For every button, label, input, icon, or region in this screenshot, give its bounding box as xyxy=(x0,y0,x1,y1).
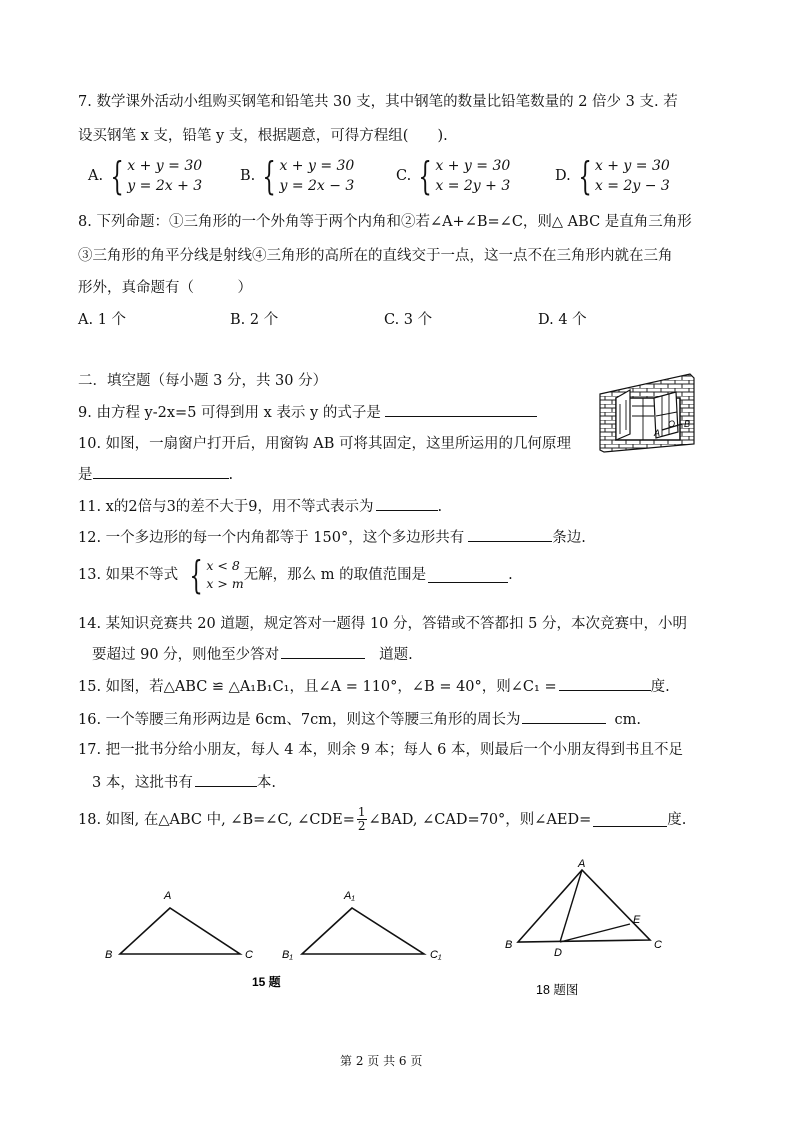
q18 xyxy=(78,806,686,833)
q14-line2 xyxy=(92,644,413,665)
q17-line2-end: 本. xyxy=(256,775,276,791)
q11-answer-blank[interactable] xyxy=(376,496,438,511)
q8-option-c[interactable]: C. 3 个 xyxy=(384,312,433,328)
equation: y = 2x − 3 xyxy=(279,178,355,194)
option-letter: A. xyxy=(88,168,104,184)
q9-text: 9. 由方程 y-2x=5 可得到用 x 表示 y 的式子是 xyxy=(78,405,381,421)
q8-line2: ③三角形的角平分线是射线④三角形的高所在的直线交于一点，这一点不在三角形内就在三角 xyxy=(78,248,673,264)
figure-18 xyxy=(496,858,686,1003)
vertex-a1-label: A₁ xyxy=(344,890,355,902)
q16-text: 16. 一个等腰三角形两边是 6cm、7cm，则这个等腰三角形的周长为 xyxy=(78,712,521,728)
q7-option-d[interactable]: D. { x + y = 30 x = 2y − 3 xyxy=(555,154,670,198)
q15 xyxy=(78,676,670,697)
vertex-b-label: B xyxy=(505,939,513,951)
q10-line1: 10. 如图，一扇窗户打开后，用窗钩 AB 可将其固定，这里所运用的几何原理 xyxy=(78,436,572,452)
section-heading: 二．填空题（每小题 3 分，共 30 分） xyxy=(78,373,328,389)
q18-text: 18. 如图, 在△ABC 中, ∠B=∠C, ∠CDE= xyxy=(78,811,355,828)
q14-line2-end: 道题. xyxy=(379,647,413,663)
point-b-label: B xyxy=(684,419,691,429)
q8-option-d[interactable]: D. 4 个 xyxy=(538,312,587,328)
figure-15-caption: 15 题 xyxy=(252,975,281,989)
q12-answer-blank[interactable] xyxy=(468,527,552,542)
point-d-label: D xyxy=(554,947,562,959)
q15-answer-blank[interactable] xyxy=(559,676,651,691)
vertex-a-label: A xyxy=(164,890,172,902)
fraction-half xyxy=(357,806,367,833)
q17-line2 xyxy=(92,772,276,793)
equation: x + y = 30 xyxy=(127,158,203,174)
q12-end: 条边. xyxy=(552,530,586,546)
inequality: x > m xyxy=(206,576,244,591)
q11 xyxy=(78,496,442,517)
equation: x + y = 30 xyxy=(279,158,355,174)
vertex-b1-label: B₁ xyxy=(282,949,293,961)
inequality: x < 8 xyxy=(206,558,240,573)
q7-option-a[interactable]: A. { x + y = 30 y = 2x + 3 xyxy=(88,154,203,198)
vertex-c1-label: C₁ xyxy=(430,949,442,961)
vertex-c-label: C xyxy=(654,939,662,951)
option-letter: D. xyxy=(555,168,571,184)
q18-text-2: ∠BAD, ∠CAD=70°，则∠AED= xyxy=(368,811,592,828)
triangle-abc xyxy=(518,870,650,942)
q13-end: . xyxy=(508,567,513,583)
q9 xyxy=(78,402,537,423)
q10-line2-text: 是 xyxy=(78,467,93,483)
page-number: 第 2 页 共 6 页 xyxy=(340,1054,423,1068)
q14-line1: 14. 某知识竞赛共 20 道题，规定答对一题得 10 分，答错或不答都扣 5 分，本次竞赛中，小明 xyxy=(78,616,687,632)
q8-option-b[interactable]: B. 2 个 xyxy=(230,312,279,328)
segment-de xyxy=(560,924,630,942)
q8-option-a[interactable]: A. 1 个 xyxy=(78,312,127,328)
q13-text-2: 无解，那么 m 的取值范围是 xyxy=(243,567,427,583)
figure-18-caption: 18 题图 xyxy=(536,983,579,997)
q14-answer-blank[interactable] xyxy=(281,644,365,659)
q10-answer-blank[interactable] xyxy=(93,464,229,479)
equation: x + y = 30 xyxy=(435,158,511,174)
q15-end: 度. xyxy=(650,679,670,695)
q7-line1: 7. 数学课外活动小组购买钢笔和铅笔共 30 支，其中钢笔的数量比铅笔数量的 2 倍少 3 支. 若 xyxy=(78,94,678,110)
q11-end: . xyxy=(437,499,443,515)
fraction-numerator: 1 xyxy=(357,805,366,819)
option-letter: C. xyxy=(396,168,412,184)
equation: x = 2y + 3 xyxy=(435,178,511,194)
q16-end: cm. xyxy=(614,712,641,728)
window-figure xyxy=(598,372,696,454)
fraction-denominator: 2 xyxy=(357,819,366,833)
q15-text: 15. 如图，若△ABC ≌ △A₁B₁C₁，且∠A = 110°，∠B = 40°，则∠C₁ = xyxy=(78,679,557,695)
q18-answer-blank[interactable] xyxy=(593,812,667,827)
q13: 13. 如果不等式 { x < 8 x > m 无解，那么 m 的取值范围是 . xyxy=(78,553,513,597)
q12 xyxy=(78,527,586,548)
q7-option-b[interactable]: B. { x + y = 30 y = 2x − 3 xyxy=(240,154,355,198)
q9-answer-blank[interactable] xyxy=(385,402,537,417)
segment-ad xyxy=(560,870,582,942)
equation: x + y = 30 xyxy=(594,158,670,174)
q17-line2-text: 3 本，这批书有 xyxy=(92,775,193,791)
q13-text: 13. 如果不等式 xyxy=(78,567,179,583)
point-a-label: A xyxy=(654,428,661,438)
vertex-b-label: B xyxy=(105,949,113,961)
q8-line3: 形外，真命题有（ ） xyxy=(78,280,252,296)
q17-line1: 17. 把一批书分给小朋友，每人 4 本，则余 9 本；每人 6 本，则最后一个小朋友得到书且不足 xyxy=(78,742,683,758)
q17-answer-blank[interactable] xyxy=(195,772,257,787)
q8-line1: 8. 下列命题：①三角形的一个外角等于两个内角和②若∠A+∠B=∠C，则△ ABC 是直角三角形 xyxy=(78,214,692,230)
figure-15 xyxy=(100,878,460,998)
option-letter: B. xyxy=(240,168,256,184)
triangle-abc xyxy=(120,908,240,954)
q11-text: 11. x的2倍与3的差不大于9，用不等式表示为 xyxy=(78,499,374,515)
q12-text: 12. 一个多边形的每一个内角都等于 150°，这个多边形共有 xyxy=(78,530,465,546)
triangle-a1b1c1 xyxy=(302,908,424,954)
q16 xyxy=(78,709,641,730)
q10-line2 xyxy=(78,464,233,485)
equation: y = 2x + 3 xyxy=(127,178,203,194)
q10-line2-end: . xyxy=(228,467,234,483)
q13-answer-blank[interactable] xyxy=(428,568,508,583)
vertex-a-label: A xyxy=(578,858,586,870)
point-e-label: E xyxy=(633,914,641,926)
q16-answer-blank[interactable] xyxy=(522,709,606,724)
equation: x = 2y − 3 xyxy=(594,178,670,194)
q7-line2: 设买钢笔 x 支，铅笔 y 支，根据题意，可得方程组( ). xyxy=(78,128,448,144)
q14-line2-text: 要超过 90 分，则他至少答对 xyxy=(92,647,280,663)
q7-option-c[interactable]: C. { x + y = 30 x = 2y + 3 xyxy=(396,154,511,198)
point-o-label: O xyxy=(668,419,676,429)
vertex-c-label: C xyxy=(245,949,253,961)
q18-end: 度. xyxy=(667,811,687,828)
